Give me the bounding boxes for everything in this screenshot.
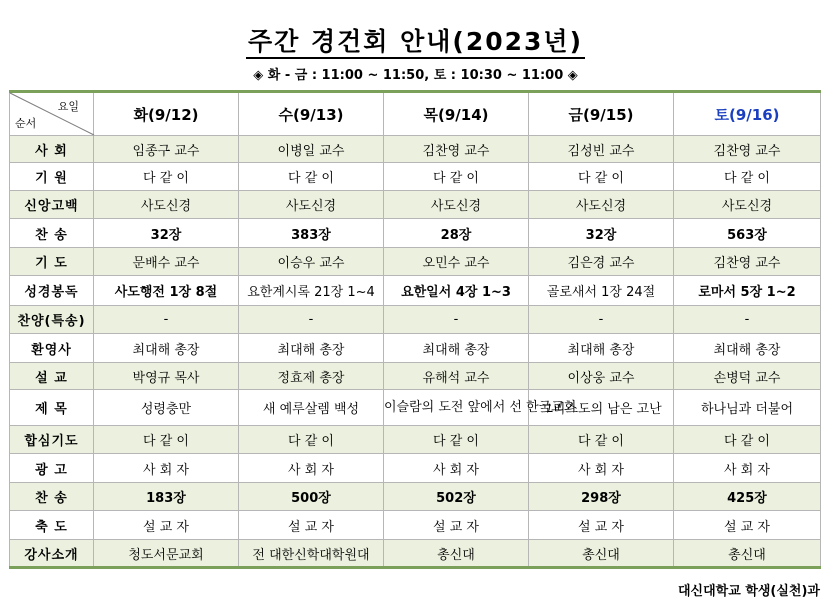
- worship-schedule-table: [9, 90, 821, 569]
- schedule-body: [10, 136, 821, 568]
- row-sermon: [10, 363, 821, 390]
- schedule-cell: 새 예루살렘 백성: [239, 390, 384, 426]
- schedule-cell: 전 대한신학대학원대: [239, 540, 384, 568]
- schedule-cell: 요한계시록 21장 1~4: [239, 276, 384, 306]
- schedule-cell: 최대해 총장: [239, 334, 384, 363]
- schedule-cell: 성령충만: [94, 390, 239, 426]
- schedule-cell: 사도신경: [674, 191, 821, 219]
- row-unison-prayer: [10, 426, 821, 454]
- schedule-cell: 32장: [94, 219, 239, 248]
- corner-header: [10, 92, 94, 136]
- schedule-cell: 다 같 이: [674, 426, 821, 454]
- department-credit: 대신대학교 학생(실천)과: [678, 584, 820, 599]
- row-hymn-2: [10, 483, 821, 511]
- row-benediction: [10, 511, 821, 540]
- schedule-cell: 183장: [94, 483, 239, 511]
- page-title-text: 주간 경건회 안내(2023년): [246, 27, 585, 59]
- schedule-cell: 다 같 이: [384, 163, 529, 191]
- schedule-cell: 문배수 교수: [94, 248, 239, 276]
- schedule-cell: 다 같 이: [239, 426, 384, 454]
- row-label: 강사소개: [10, 540, 94, 568]
- row-speaker-intro: [10, 540, 821, 568]
- schedule-cell: 설 교 자: [94, 511, 239, 540]
- schedule-cell: 김찬영 교수: [674, 136, 821, 163]
- schedule-cell: 박영규 목사: [94, 363, 239, 390]
- schedule-cell: 골로새서 1장 24절: [529, 276, 674, 306]
- row-label: 찬 송: [10, 219, 94, 248]
- schedule-cell: 요한일서 4장 1~3: [384, 276, 529, 306]
- schedule-cell: 383장: [239, 219, 384, 248]
- schedule-cell: 사도신경: [529, 191, 674, 219]
- row-moderator: [10, 136, 821, 163]
- schedule-cell: 정효제 총장: [239, 363, 384, 390]
- row-label: 찬양(특송): [10, 306, 94, 334]
- row-label: 성경봉독: [10, 276, 94, 306]
- row-scripture: [10, 276, 821, 306]
- schedule-cell: 이상웅 교수: [529, 363, 674, 390]
- schedule-cell: -: [384, 306, 529, 334]
- schedule-cell: 김찬영 교수: [384, 136, 529, 163]
- schedule-cell: 김성빈 교수: [529, 136, 674, 163]
- schedule-cell: -: [94, 306, 239, 334]
- row-welcome: [10, 334, 821, 363]
- schedule-cell: 로마서 5장 1~2: [674, 276, 821, 306]
- schedule-cell: 그리스도의 남은 고난: [529, 390, 674, 426]
- schedule-cell: 오민수 교수: [384, 248, 529, 276]
- schedule-cell: 다 같 이: [94, 426, 239, 454]
- row-label: 찬 송: [10, 483, 94, 511]
- schedule-cell: 설 교 자: [529, 511, 674, 540]
- page-title: [0, 22, 831, 58]
- day-header-tue: 화(9/12): [94, 92, 239, 136]
- schedule-cell: 사 회 자: [94, 454, 239, 483]
- schedule-cell: 최대해 총장: [384, 334, 529, 363]
- schedule-cell: 다 같 이: [529, 426, 674, 454]
- schedule-cell: 김은경 교수: [529, 248, 674, 276]
- row-prayer: [10, 248, 821, 276]
- corner-day-label: 요일: [57, 100, 79, 113]
- schedule-cell: -: [239, 306, 384, 334]
- schedule-cell: 다 같 이: [674, 163, 821, 191]
- row-label: 환영사: [10, 334, 94, 363]
- schedule-cell: 다 같 이: [94, 163, 239, 191]
- row-special-song: [10, 306, 821, 334]
- schedule-cell: 425장: [674, 483, 821, 511]
- schedule-cell: 사도신경: [94, 191, 239, 219]
- schedule-cell: 하나님과 더불어: [674, 390, 821, 426]
- schedule-cell: 유해석 교수: [384, 363, 529, 390]
- schedule-cell: 설 교 자: [239, 511, 384, 540]
- day-header-thu: 목(9/14): [384, 92, 529, 136]
- schedule-cell: 다 같 이: [239, 163, 384, 191]
- row-label: 기 도: [10, 248, 94, 276]
- schedule-cell: 손병덕 교수: [674, 363, 821, 390]
- corner-order-label: 순서: [15, 117, 37, 130]
- header-row: [10, 92, 821, 136]
- schedule-cell: 563장: [674, 219, 821, 248]
- schedule-cell: 사 회 자: [529, 454, 674, 483]
- row-label: 합심기도: [10, 426, 94, 454]
- schedule-cell: 298장: [529, 483, 674, 511]
- schedule-times: ◈ 화 - 금 : 11:00 ~ 11:50, 토 : 10:30 ~ 11:00 ◈: [253, 68, 578, 83]
- schedule-cell: 최대해 총장: [674, 334, 821, 363]
- schedule-cell: 이슬람의 도전 앞에서 선 한국교회: [384, 390, 529, 426]
- row-label: 신앙고백: [10, 191, 94, 219]
- day-header-wed: 수(9/13): [239, 92, 384, 136]
- row-announcements: [10, 454, 821, 483]
- schedule-cell: 김찬영 교수: [674, 248, 821, 276]
- schedule-cell: 28장: [384, 219, 529, 248]
- row-label: 사 회: [10, 136, 94, 163]
- schedule-cell: 32장: [529, 219, 674, 248]
- schedule-cell: 사도신경: [384, 191, 529, 219]
- schedule-cell: 사 회 자: [384, 454, 529, 483]
- day-header-sat: 토(9/16): [674, 92, 821, 136]
- row-invocation: [10, 163, 821, 191]
- schedule-cell: 최대해 총장: [529, 334, 674, 363]
- row-label: 설 교: [10, 363, 94, 390]
- schedule-cell: 이승우 교수: [239, 248, 384, 276]
- day-header-fri: 금(9/15): [529, 92, 674, 136]
- row-label: 광 고: [10, 454, 94, 483]
- schedule-cell: 사 회 자: [674, 454, 821, 483]
- schedule-cell: 이병일 교수: [239, 136, 384, 163]
- schedule-cell: -: [529, 306, 674, 334]
- schedule-cell: 총신대: [384, 540, 529, 568]
- schedule-cell: 총신대: [529, 540, 674, 568]
- row-label: 기 원: [10, 163, 94, 191]
- schedule-cell: 다 같 이: [384, 426, 529, 454]
- schedule-cell: 최대해 총장: [94, 334, 239, 363]
- row-label: 제 목: [10, 390, 94, 426]
- row-label: 축 도: [10, 511, 94, 540]
- schedule-cell: 청도서문교회: [94, 540, 239, 568]
- row-hymn-1: [10, 219, 821, 248]
- row-creed: [10, 191, 821, 219]
- schedule-cell: 다 같 이: [529, 163, 674, 191]
- schedule-cell: 사도행전 1장 8절: [94, 276, 239, 306]
- schedule-cell: 사도신경: [239, 191, 384, 219]
- schedule-cell: 설 교 자: [384, 511, 529, 540]
- row-sermon-title: [10, 390, 821, 426]
- schedule-cell: 임종구 교수: [94, 136, 239, 163]
- schedule-cell: 총신대: [674, 540, 821, 568]
- schedule-cell: 사 회 자: [239, 454, 384, 483]
- schedule-cell: -: [674, 306, 821, 334]
- schedule-cell: 설 교 자: [674, 511, 821, 540]
- schedule-cell: 502장: [384, 483, 529, 511]
- schedule-cell: 500장: [239, 483, 384, 511]
